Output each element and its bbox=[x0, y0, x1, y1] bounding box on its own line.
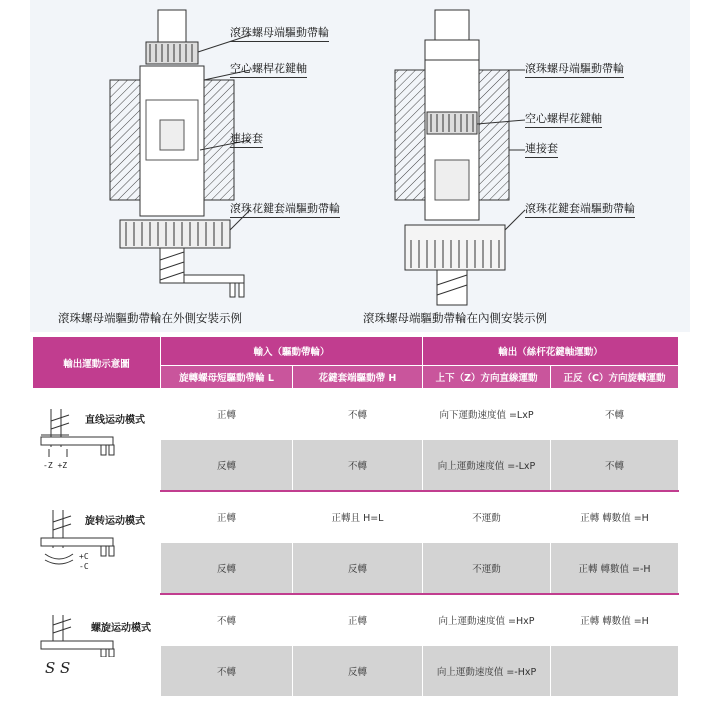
cell-linear-2-L: 反轉 bbox=[161, 440, 293, 492]
mode-minus-c: -C bbox=[79, 561, 89, 571]
cell-rotation-2-Z: 不運動 bbox=[423, 543, 551, 595]
cell-rotation-1-C: 正轉 轉數值 =H bbox=[551, 491, 679, 543]
header-input-group: 輸入（驅動帶輪） bbox=[161, 337, 423, 366]
right-assembly-drawing bbox=[375, 0, 535, 310]
mode-z-labels: -Z +Z bbox=[43, 461, 68, 470]
mode-label-rotation: 旋转运动模式 bbox=[85, 515, 145, 527]
cell-rotation-1-H: 正轉且 H=L bbox=[293, 491, 423, 543]
right-label-spline-pulley: 滾珠花鍵套端驅動帶輪 bbox=[525, 200, 635, 218]
subheader-z-motion: 上下（Z）方向直線運動 bbox=[423, 366, 551, 389]
table-row bbox=[33, 389, 679, 440]
cell-helical-1-Z: 向上運動速度值 =HxP bbox=[423, 594, 551, 646]
cell-helical-2-L: 不轉 bbox=[161, 646, 293, 697]
assembly-diagram-area bbox=[30, 0, 690, 332]
subheader-c-rotation: 正反（C）方向旋轉運動 bbox=[551, 366, 679, 389]
cell-helical-2-Z: 向上運動速度值 =-HxP bbox=[423, 646, 551, 697]
table-row bbox=[33, 594, 679, 646]
left-assembly-drawing bbox=[80, 0, 280, 300]
left-label-spline-shaft: 空心螺桿花鍵軸 bbox=[230, 60, 307, 78]
left-caption: 滾珠螺母端驅動帶輪在外側安裝示例 bbox=[58, 311, 242, 325]
right-caption: 滾珠螺母端驅動帶輪在內側安裝示例 bbox=[363, 311, 547, 325]
mode-plus-c: +C bbox=[79, 551, 89, 561]
cell-rotation-1-L: 正轉 bbox=[161, 491, 293, 543]
cell-linear-2-H: 不轉 bbox=[293, 440, 423, 492]
cell-rotation-1-Z: 不運動 bbox=[423, 491, 551, 543]
cell-helical-1-C: 正轉 轉數值 =H bbox=[551, 594, 679, 646]
cell-linear-1-L: 正轉 bbox=[161, 389, 293, 440]
cell-rotation-2-C: 正轉 轉數值 =-H bbox=[551, 543, 679, 595]
left-label-nut-pulley: 滾珠螺母端驅動帶輪 bbox=[230, 24, 329, 42]
cell-linear-1-H: 不轉 bbox=[293, 389, 423, 440]
mode-helical-symbols: S S bbox=[45, 658, 71, 677]
cell-linear-2-C: 不轉 bbox=[551, 440, 679, 492]
right-label-nut-pulley: 滾珠螺母端驅動帶輪 bbox=[525, 60, 624, 78]
table-header-row bbox=[33, 337, 679, 366]
subheader-nut-pulley: 旋轉螺母短驅動帶輪 L bbox=[161, 366, 293, 389]
cell-helical-2-C bbox=[551, 646, 679, 697]
motion-mode-table bbox=[32, 336, 679, 697]
mode-cell-helical bbox=[33, 594, 161, 697]
left-label-spline-pulley: 滾珠花鍵套端驅動帶輪 bbox=[230, 200, 340, 218]
cell-rotation-2-H: 反轉 bbox=[293, 543, 423, 595]
right-label-coupling: 連接套 bbox=[525, 140, 558, 158]
cell-linear-1-C: 不轉 bbox=[551, 389, 679, 440]
cell-helical-1-L: 不轉 bbox=[161, 594, 293, 646]
cell-rotation-2-L: 反轉 bbox=[161, 543, 293, 595]
header-mode-col: 輸出運動示意圖 bbox=[33, 337, 161, 389]
cell-linear-1-Z: 向下運動速度值 =LxP bbox=[423, 389, 551, 440]
mode-label-linear: 直线运动模式 bbox=[85, 415, 145, 426]
header-output-group: 輸出（絲杆花鍵軸運動） bbox=[423, 337, 679, 366]
mode-label-helical: 螺旋运动模式 bbox=[91, 622, 151, 634]
cell-helical-2-H: 反轉 bbox=[293, 646, 423, 697]
mode-cell-rotation bbox=[33, 491, 161, 594]
mode-cell-linear bbox=[33, 389, 161, 492]
cell-linear-2-Z: 向上運動速度值 =-LxP bbox=[423, 440, 551, 492]
cell-helical-1-H: 正轉 bbox=[293, 594, 423, 646]
left-label-coupling: 連接套 bbox=[230, 130, 263, 148]
subheader-spline-pulley: 花鍵套端驅動帶 H bbox=[293, 366, 423, 389]
table-row bbox=[33, 491, 679, 543]
right-label-spline-shaft: 空心螺桿花鍵軸 bbox=[525, 110, 602, 128]
